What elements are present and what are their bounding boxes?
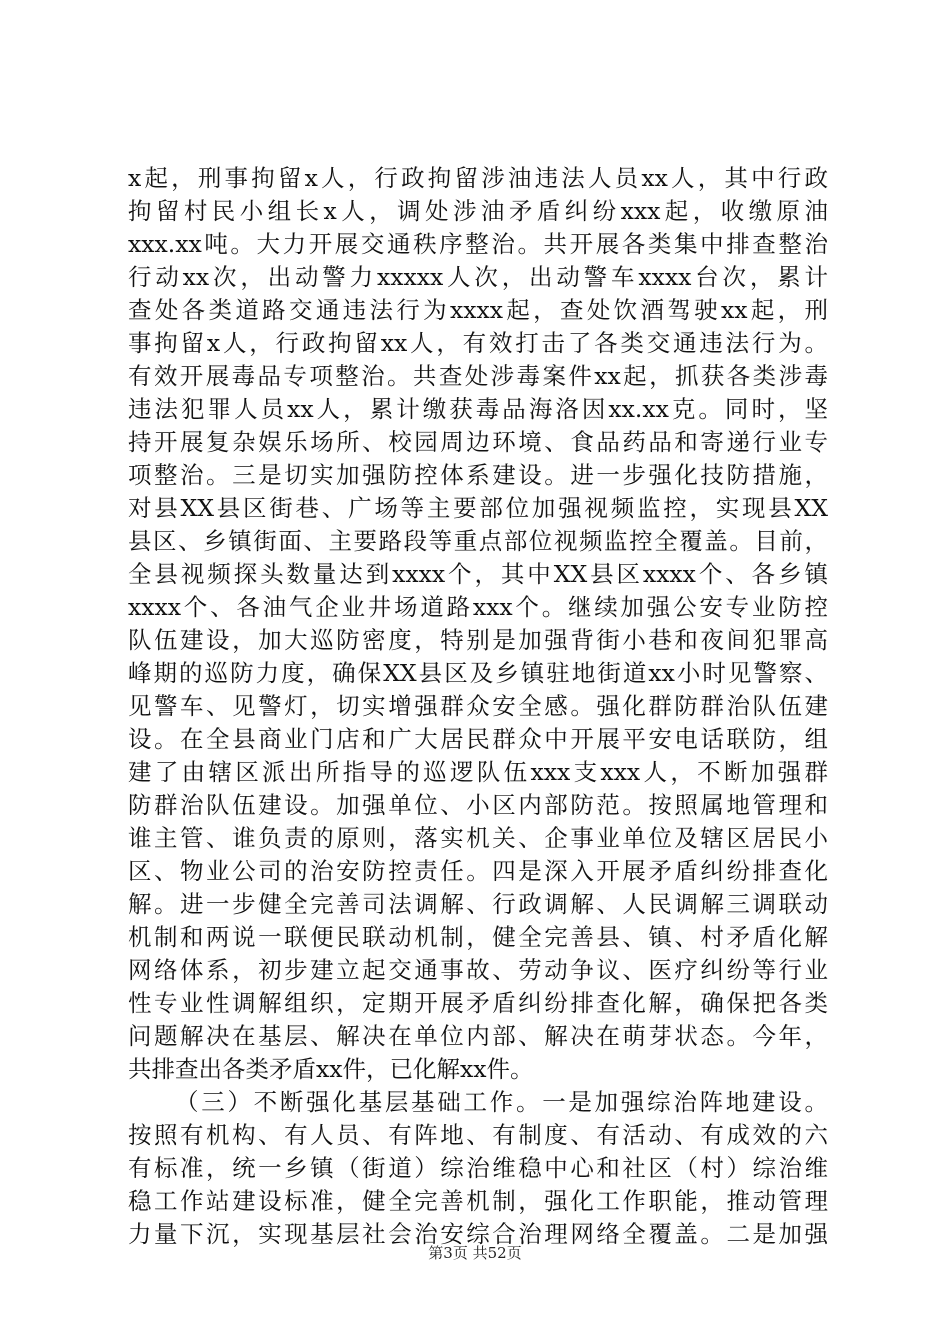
- text-line: 事拘留x人，行政拘留xx人，有效打击了各类交通违法行为。: [128, 329, 828, 357]
- page-indicator: 第3页 共52页: [428, 1244, 522, 1262]
- document-body: [128, 162, 828, 1251]
- text-line: 有标准，统一乡镇（街道）综治维稳中心和社区（村）综治维: [128, 1154, 828, 1182]
- section-heading-line: （三）不断强化基层基础工作。一是加强综治阵地建设。: [175, 1088, 828, 1116]
- text-line: 项整治。三是切实加强防控体系建设。进一步强化技防措施，: [128, 461, 828, 489]
- text-line: 队伍建设，加大巡防密度，特别是加强背街小巷和夜间犯罪高: [128, 626, 828, 654]
- text-line: 解。进一步健全完善司法调解、行政调解、人民调解三调联动: [128, 890, 828, 918]
- text-line: 设。在全县商业门店和广大居民群众中开展平安电话联防，组: [128, 725, 828, 753]
- text-line: 县区、乡镇街面、主要路段等重点部位视频监控全覆盖。目前，: [128, 527, 828, 555]
- text-line: xxx.xx吨。大力开展交通秩序整治。共开展各类集中排查整治: [128, 230, 828, 258]
- text-line: 持开展复杂娱乐场所、校园周边环境、食品药品和寄递行业专: [128, 428, 828, 456]
- text-line: 见警车、见警灯，切实增强群众安全感。强化群防群治队伍建: [128, 692, 828, 720]
- text-line: 谁主管、谁负责的原则，落实机关、企事业单位及辖区居民小: [128, 824, 828, 852]
- text-line: 建了由辖区派出所指导的巡逻队伍xxx支xxx人，不断加强群: [128, 758, 828, 786]
- text-line: 问题解决在基层、解决在单位内部、解决在萌芽状态。今年，: [128, 1022, 828, 1050]
- text-line: 对县XX县区街巷、广场等主要部位加强视频监控，实现县XX: [128, 494, 828, 522]
- text-line: 拘留村民小组长x人，调处涉油矛盾纠纷xxx起，收缴原油: [128, 197, 828, 225]
- text-line: 有效开展毒品专项整治。共查处涉毒案件xx起，抓获各类涉毒: [128, 362, 828, 390]
- text-line: 行动xx次，出动警力xxxxx人次，出动警车xxxx台次，累计: [128, 263, 828, 291]
- text-line: 性专业性调解组织，定期开展矛盾纠纷排查化解，确保把各类: [128, 989, 828, 1017]
- text-line: 峰期的巡防力度，确保XX县区及乡镇驻地街道xx小时见警察、: [128, 659, 828, 687]
- text-line: 稳工作站建设标准，健全完善机制，强化工作职能，推动管理: [128, 1187, 828, 1215]
- text-line: 机制和两说一联便民联动机制，健全完善县、镇、村矛盾化解: [128, 923, 828, 951]
- text-line: 违法犯罪人员xx人，累计缴获毒品海洛因xx.xx克。同时，坚: [128, 395, 828, 423]
- text-line: 力量下沉，实现基层社会治安综合治理网络全覆盖。二是加强: [128, 1220, 828, 1248]
- text-line: 防群治队伍建设。加强单位、小区内部防范。按照属地管理和: [128, 791, 828, 819]
- text-line: 网络体系，初步建立起交通事故、劳动争议、医疗纠纷等行业: [128, 956, 828, 984]
- paragraph-end-line: 共排查出各类矛盾xx件，已化解xx件。: [128, 1055, 534, 1083]
- text-line: 查处各类道路交通违法行为xxxx起，查处饮酒驾驶xx起，刑: [128, 296, 828, 324]
- text-line: 按照有机构、有人员、有阵地、有制度、有活动、有成效的六: [128, 1121, 828, 1149]
- text-line: xxxx个、各油气企业井场道路xxx个。继续加强公安专业防控: [128, 593, 828, 621]
- text-line: x起，刑事拘留x人，行政拘留涉油违法人员xx人，其中行政: [128, 164, 828, 192]
- text-line: 全县视频探头数量达到xxxx个，其中XX县区xxxx个、各乡镇: [128, 560, 828, 588]
- text-line: 区、物业公司的治安防控责任。四是深入开展矛盾纠纷排查化: [128, 857, 828, 885]
